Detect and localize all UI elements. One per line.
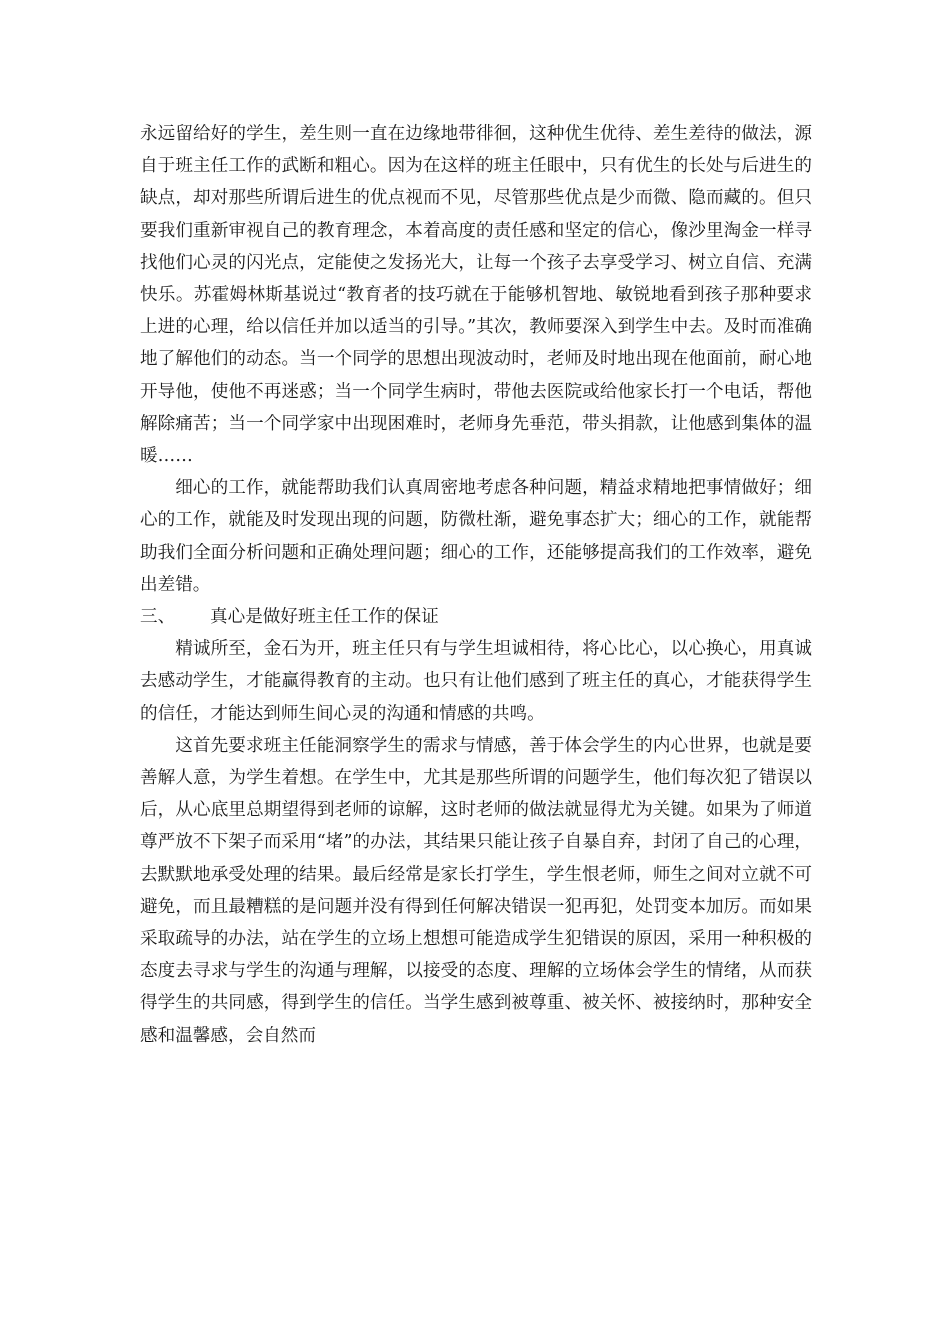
paragraph-1: 永远留给好的学生，差生则一直在边缘地带徘徊，这种优生优待、差生差待的做法，源自于班主任工作的武断和粗心。因为在这样的班主任眼中，只有优生的长处与后进生的缺点，却对那些所谓后进生的优点视而不见，尽管那些优点是少而微、隐而藏的。但只要我们重新审视自己的教育理念，本着高度的责任感和坚定的信心，像沙里淘金一样寻找他们心灵的闪光点，定能使之发扬光大，让每一个孩子去享受学习、树立自信、充满快乐。苏霍姆林斯基说过“教育者的技巧就在于能够机智地、敏锐地看到孩子那种要求上进的心理，给以信任并加以适当的引导。”其次，教师要深入到学生中去。及时而准确地了解他们的动态。当一个同学的思想出现波动时，老师及时地出现在他面前，耐心地开导他，使他不再迷惑；当一个同学生病时，带他去医院或给他家长打一个电话，帮他解除痛苦；当一个同学家中出现困难时，老师身先垂范，带头捐款，让他感到集体的温暖……	[140, 124, 812, 467]
paragraph-4: 这首先要求班主任能洞察学生的需求与情感，善于体会学生的内心世界，也就是要善解人意，为学生着想。在学生中，尤其是那些所谓的问题学生，他们每次犯了错误以后，从心底里总期望得到老师的谅解，这时老师的做法就显得尤为关键。如果为了师道尊严放不下架子而采用“堵”的办法，其结果只能让孩子自暴自弃，封闭了自己的心理，去默默地承受处理的结果。最后经常是家长打学生，学生恨老师，师生之间对立就不可避免，而且最糟糕的是问题并没有得到任何解决错误一犯再犯，处罚变本加厉。而如果采取疏导的办法，站在学生的立场上想想可能造成学生犯错误的原因，采用一种积极的态度去寻求与学生的沟通与理解，以接受的态度、理解的立场体会学生的情绪，从而获得学生的共同感，得到学生的信任。当学生感到被尊重、被关怀、被接纳时，那种安全感和温馨感，会自然而	[140, 735, 812, 1046]
section-title: 真心是做好班主任工作的保证	[210, 607, 439, 628]
section-heading	[140, 601, 812, 633]
section-number: 三、	[140, 607, 176, 628]
document-page	[140, 118, 812, 1052]
paragraph-3: 精诚所至，金石为开，班主任只有与学生坦诚相待，将心比心，以心换心，用真诚去感动学生，才能赢得教育的主动。也只有让他们感到了班主任的真心，才能获得学生的信任，才能达到师生间心灵的沟通和情感的共鸣。	[140, 639, 812, 724]
paragraph-2: 细心的工作，就能帮助我们认真周密地考虑各种问题，精益求精地把事情做好；细心的工作，就能及时发现出现的问题，防微杜渐，避免事态扩大；细心的工作，就能帮助我们全面分析问题和正确处理问题；细心的工作，还能够提高我们的工作效率，避免出差错。	[140, 478, 812, 595]
